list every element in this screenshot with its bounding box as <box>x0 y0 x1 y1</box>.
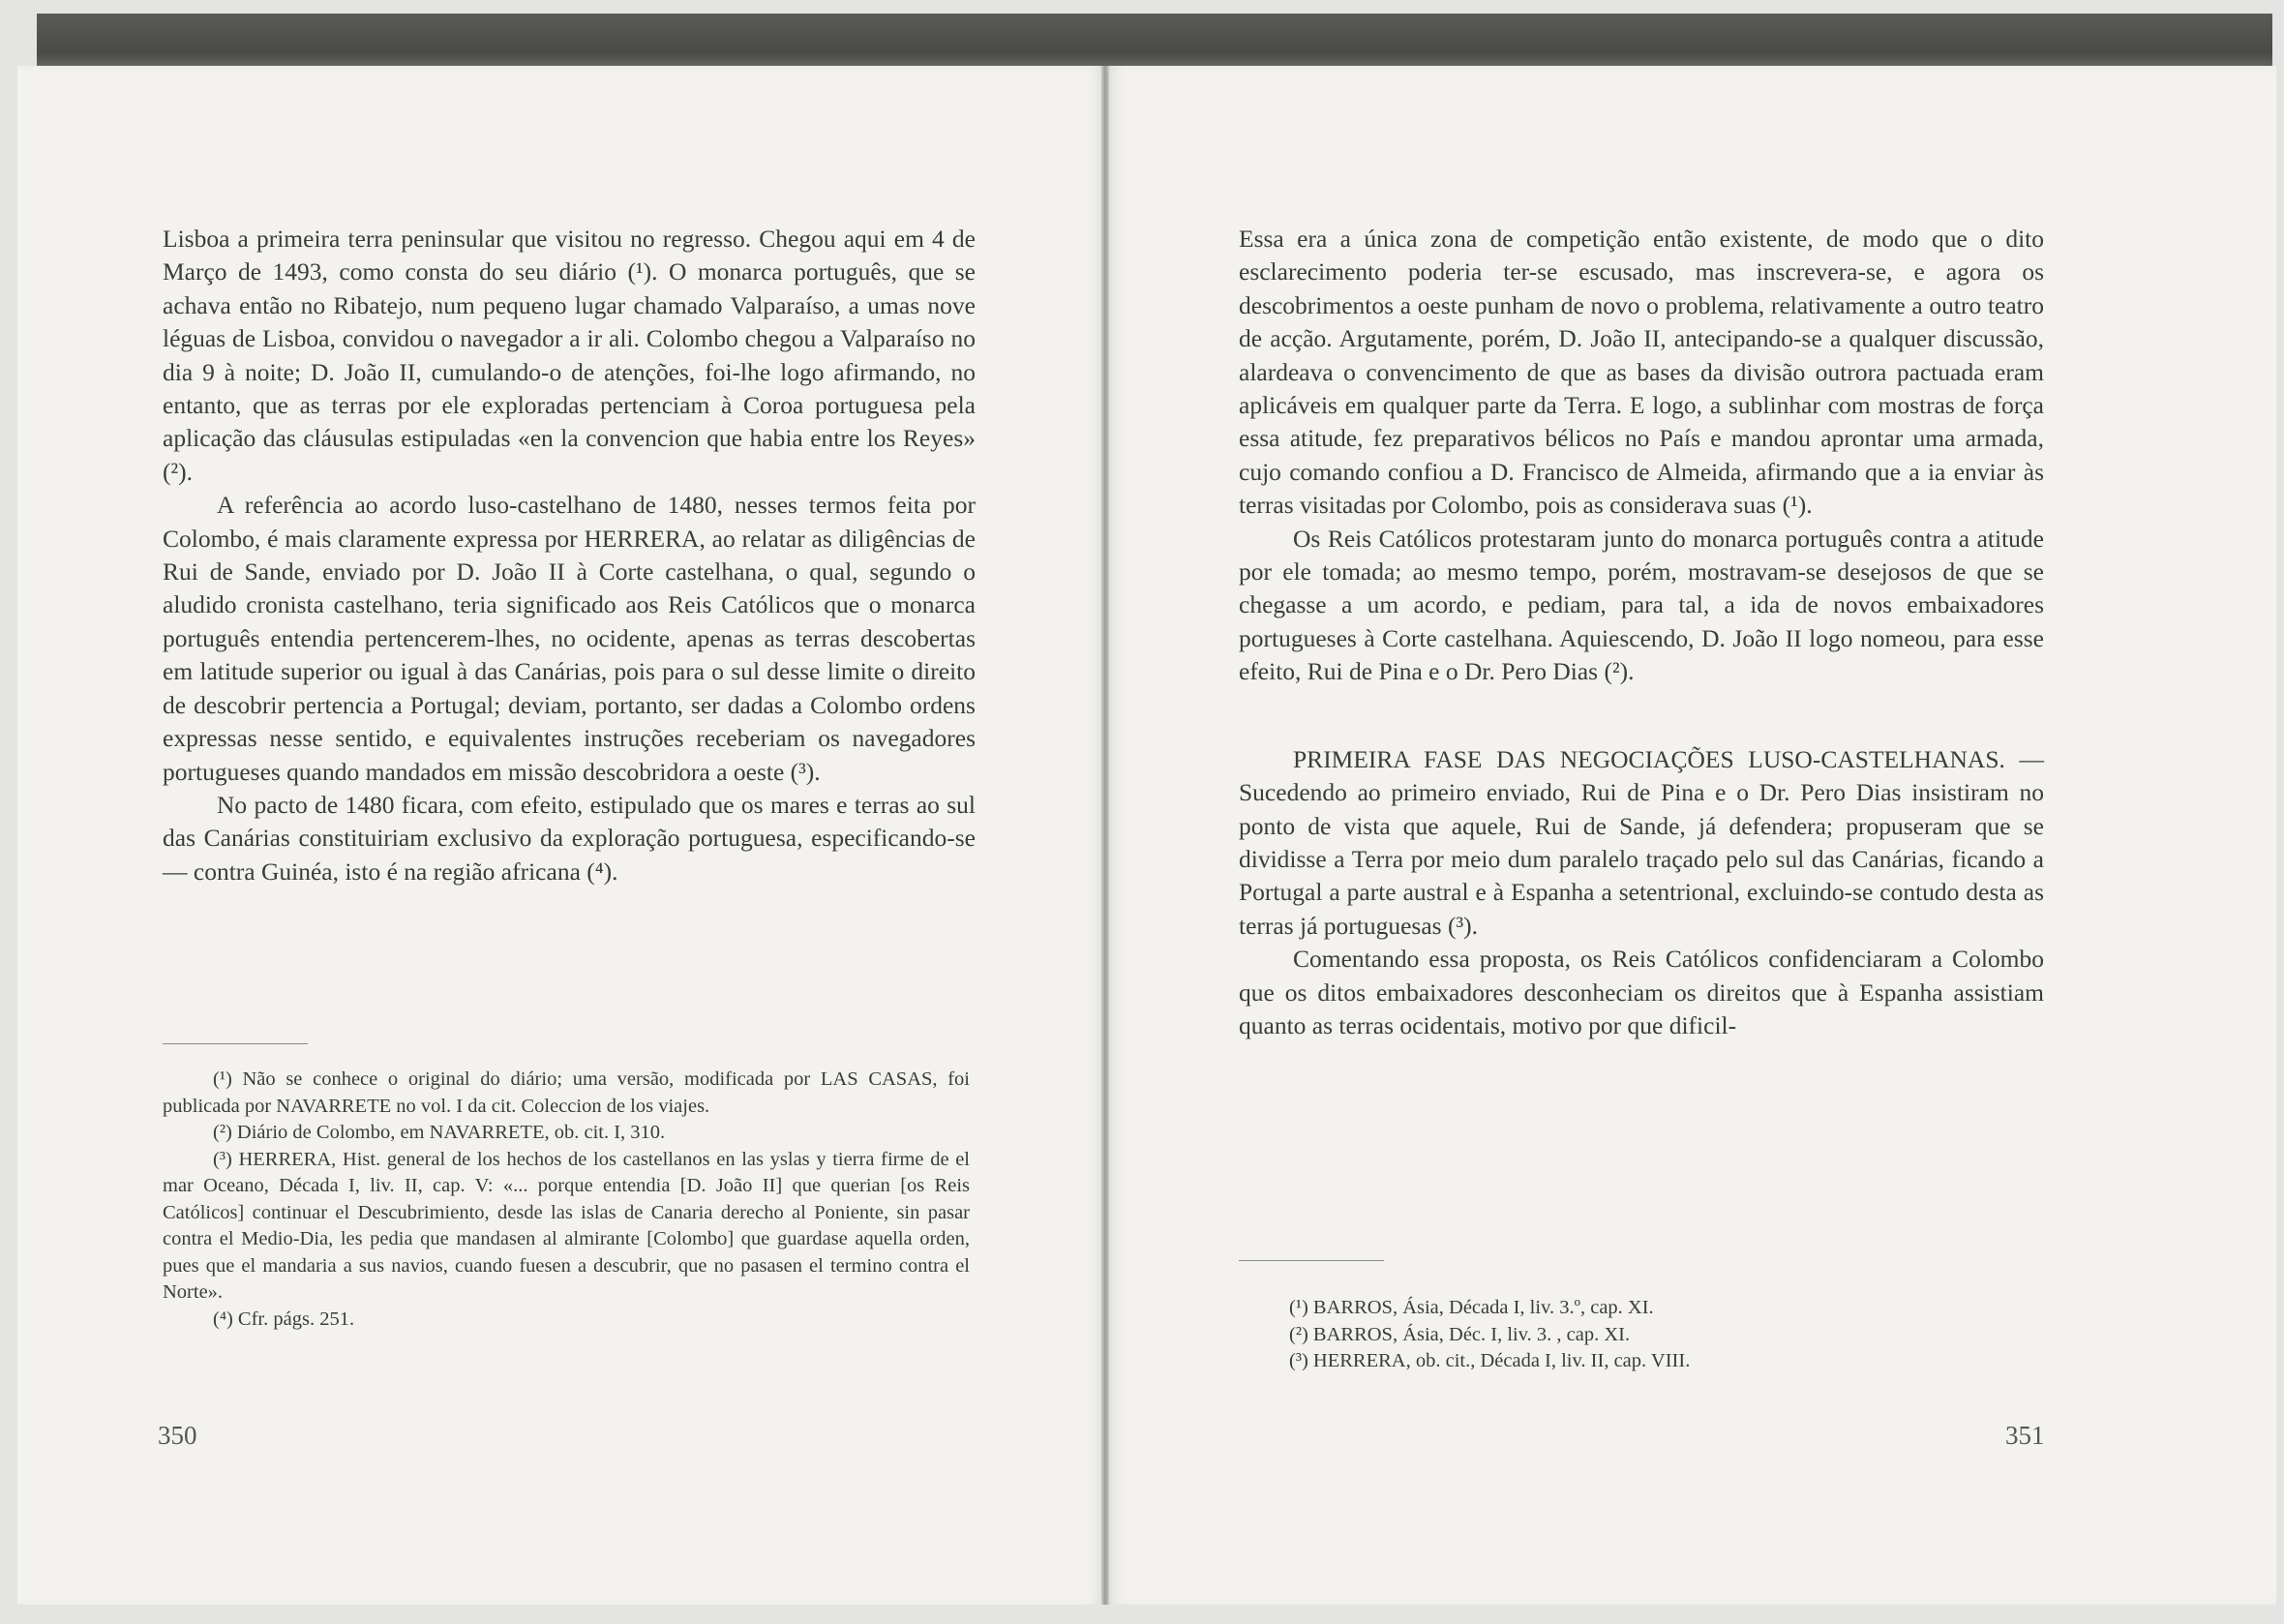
right-page-body <box>1239 223 2044 1042</box>
page-number-left: 350 <box>158 1421 197 1450</box>
footnote: (¹) Não se conhece o original do diário; uma versão, modificada por LAS CASAS, foi publicada por NAVARRETE no vol. I da cit. Coleccion de los viajes. <box>163 1068 970 1117</box>
footnote: (¹) BARROS, Ásia, Década I, liv. 3.º, cap. XI. <box>1289 1297 1654 1318</box>
footnote: (³) HERRERA, ob. cit., Década I, liv. II, cap. VIII. <box>1289 1350 1691 1371</box>
right-page-footnotes <box>1239 1295 2044 1375</box>
footnote-separator <box>163 1043 308 1044</box>
scan-top-edge <box>37 14 2272 70</box>
footnote: (²) Diário de Colombo, em NAVARRETE, ob. cit. I, 310. <box>213 1122 666 1143</box>
body-paragraph: A referência ao acordo luso-castelhano de 1480, nesses termos feita por Colombo, é mais claramente expressa por HERRERA, ao relatar as diligências de Rui de Sande, enviado por D. João II à Corte castelhana, o qual, segundo o aludido cronista castelhano, teria significado aos Reis Católicos que o monarca português entendia pertencerem-lhes, no ocidente, apenas as terras descobertas em latitude superior ou igual à das Canárias, pois para o sul desse limite o direito de descobrir pertencia a Portugal; deviam, portanto, ser dadas a Colombo ordens expressas nesse sentido, e equivalentes instruções receberiam os navegadores portugueses quando mandados em missão descobridora a oeste (³). <box>163 491 976 786</box>
left-page-footnotes <box>163 1067 970 1333</box>
left-page-body <box>163 223 976 888</box>
body-paragraph: Essa era a única zona de competição então existente, de modo que o dito esclarecimento poderia ter-se escusado, mas inscrevera-se, e agora os descobrimentos a oeste punham de novo o problema, relativamente a outro teatro de acção. Argutamente, porém, D. João II, antecipando-se a qualquer discussão, alardeava o convencimento de que as bases da divisão outrora pactuada eram aplicáveis em qualquer parte da Terra. E logo, a sublinhar com mostras de força essa atitude, fez preparativos bélicos no País e mandou aprontar uma armada, cujo comando confiou a D. Francisco de Almeida, afirmando que a ia enviar às terras visitadas por Colombo, pois as considerava suas (¹). <box>1239 225 2044 520</box>
footnote: (³) HERRERA, Hist. general de los hechos de los castellanos en las yslas y tierra firme de el mar Oceano, Década I, liv. II, cap. V: «... porque entendia [D. João II] que querian [os Reis Católicos] continuar el Descubrimiento, desde las islas de Canaria derecho al Poniente, sin pasar contra el Medio-Dia, les pedia que mandasen al almirante [Colombo] que guardase aquella orden, pues que el mandaria a sus navios, cuando fuesen a descubrir, que no pasasen el termino contra el Norte». <box>163 1148 970 1303</box>
section-heading-paragraph: PRIMEIRA FASE DAS NEGOCIAÇÕES LUSO-CASTELHANAS. — Sucedendo ao primeiro enviado, Rui de Pina e o Dr. Pero Dias insistiram no ponto de vista que aquele, Rui de Sande, já defendera; propuseram que se dividisse a Terra por meio dum paralelo traçado pelo sul das Canárias, ficando a Portugal a parte austral e à Espanha a setentrional, excluindo-se contudo desta as terras já portuguesas (³). <box>1239 744 2044 940</box>
page-number-right: 351 <box>2005 1421 2045 1450</box>
footnote: (²) BARROS, Ásia, Déc. I, liv. 3. , cap. XI. <box>1289 1323 1631 1345</box>
body-paragraph: Comentando essa proposta, os Reis Católicos confidenciaram a Colombo que os ditos embaixadores desconheciam os direitos que à Espanha assistiam quanto as terras ocidentais, motivo por que dificil- <box>1239 945 2044 1039</box>
book-gutter <box>1101 66 1109 1605</box>
footnote-separator <box>1239 1260 1384 1261</box>
body-paragraph: Lisboa a primeira terra peninsular que visitou no regresso. Chegou aqui em 4 de Março de 1493, como consta do seu diário (¹). O monarca português, que se achava então no Ribatejo, num pequeno lugar chamado Valparaíso, a umas nove léguas de Lisboa, convidou o navegador a ir ali. Colombo chegou a Valparaíso no dia 9 à noite; D. João II, cumulando-o de atenções, foi-lhe logo afirmando, no entanto, que as terras por ele exploradas pertenciam à Coroa portuguesa pela aplicação das cláusulas estipuladas «en la convencion que habia entre los Reyes» (²). <box>163 225 976 486</box>
body-paragraph: No pacto de 1480 ficara, com efeito, estipulado que os mares e terras ao sul das Canárias constituiriam exclusivo da exploração portuguesa, especificando-se — contra Guinéa, isto é na região africana (⁴). <box>163 790 976 886</box>
footnote: (⁴) Cfr. págs. 251. <box>213 1308 355 1330</box>
body-paragraph: Os Reis Católicos protestaram junto do monarca português contra a atitude por ele tomada; ao mesmo tempo, porém, mostravam-se desejosos de que se chegasse a um acordo, e pediam, para tal, a ida de novos embaixadores portugueses à Corte castelhana. Aquiescendo, D. João II logo nomeou, para esse efeito, Rui de Pina e o Dr. Pero Dias (²). <box>1239 524 2044 686</box>
